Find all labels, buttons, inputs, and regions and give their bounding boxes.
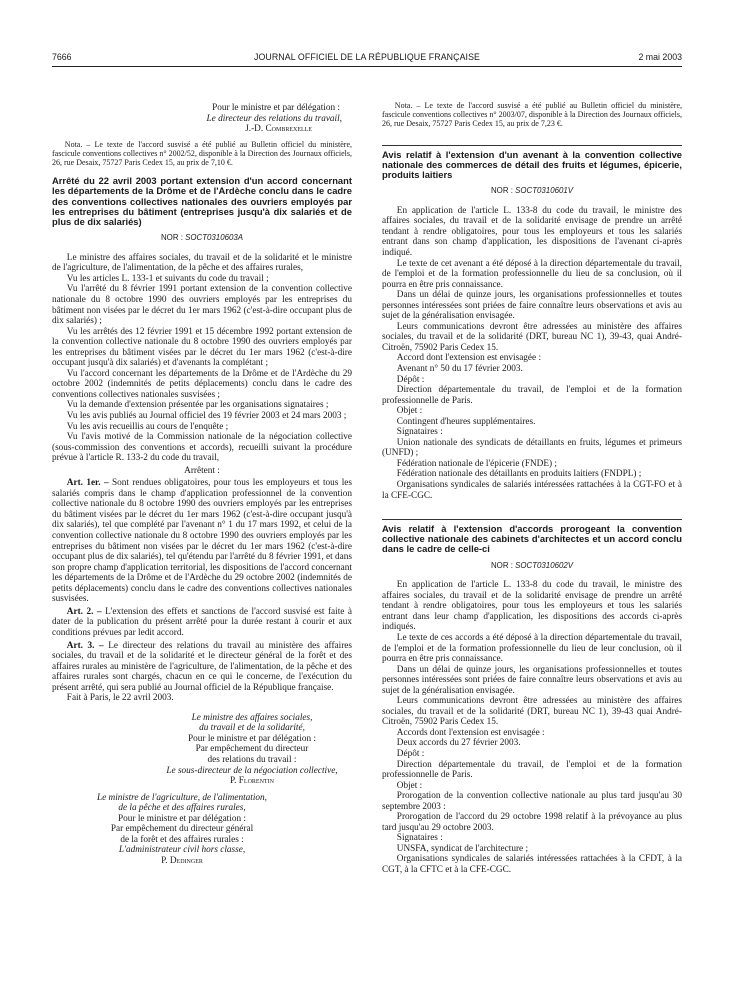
avis-2-body: En application de l'article L. 133-8 du code du travail, le ministre des affaires sociales, du travail et de la solidarité envisage de prendre un arrêté tendant à rendre obligatoires, pour tous les employeurs et tous les salariés entrant dans leur champ d'application, les dispositions des accords ci-après indiqués. Le texte de ces accords a été déposé à la direction départementale du travail, de l'emploi et de la formation professionnelle du lieu de leur conclusion, où il pourra en être pris connaissance. Dans un délai de quinze jours, les organisations professionnelles et toutes personnes intéressées sont priées de faire connaître leurs observations et avis au sujet de la généralisation envisagée. Leurs communications devront être adressées au ministère des affaires sociales, du travail et de la solidarité (DRT, bureau NC 1), 39-43 quai André-Citroën, 75902 Paris Cedex 15. Accords dont l'extension est envisagée : Deux accords du 27 février 2003. Dépôt : Direction départementale du travail, de l'emploi et de la formation professionnelle de Paris. Objet : Prorogation de la convention collective nationale au plus tard jusqu'au 30 septembre 2003 : Prorogation de l'accord du 29 octobre 1998 relatif à la prévoyance au plus tard jusqu'au 29 octobre 2003. Signataires : UNSFA, syndicat de l'architecture ; Organisations syndicales de salariés intéressées rattachées à la CFDT, à la CGT, à la CFTC et à la CFE-CGC. bbox=[382, 580, 682, 875]
paragraph: Le ministre des affaires sociales, du travail et de la solidarité et le ministre de l'agriculture, de l'alimentation, de la pêche et des affaires rurales, bbox=[52, 252, 352, 274]
signature-block-2: Le ministre de l'agriculture, de l'alimentation, de la pêche et des affaires rurales, Pour le ministre et par délégation : Par empêchement du directeur général de la forêt et des affaires rurales : L'administrateur civil hors classe, P. Dedinger bbox=[96, 792, 267, 866]
signature-block-1: Le ministre des affaires sociales, du travail et de la solidarité, Pour le ministre et par délégation : Par empêchement du directeur des relations du travail : Le sous-directeur de la négociation collective, P. Florentin bbox=[166, 712, 338, 787]
avis-2-title: Avis relatif à l'extension d'accords prorogeant la convention collective nationale des cabinets d'architectes et un accord conclu dans le cadre de celle-ci bbox=[382, 523, 682, 555]
header-rule bbox=[52, 66, 682, 67]
arretent-heading: Arrêtent : bbox=[184, 465, 220, 476]
avis-1-title: Avis relatif à l'extension d'un avenant à la convention collective nationale des commerces de détail des fruits et légumes, épicerie, produits laitiers bbox=[382, 148, 682, 181]
paragraph: Vu les arrêtés des 12 février 1991 et 15 décembre 1992 portant extension de la convention collective nationale du 8 octobre 1990 des ouvriers employés par les entreprises du bâtiment visées par le décret du 1er mars 1962 (c'est-à-dire occupant jusqu'à dix salariés) et d'avenants la complétant ; bbox=[52, 326, 352, 369]
arrete-title: Arrêté du 22 avril 2003 portant extension d'un accord concernant les départements de la Drôme et de l'Ardèche conclu dans le cadre des conventions collectives nationales des ouvriers employés par les entreprises du bâtiment (entreprises jusqu'à dix salariés et de plus de dix salariés) bbox=[52, 175, 352, 228]
paragraph: Vu les avis recueillis au cours de l'enquête ; bbox=[66, 421, 229, 432]
nor-reference: NOR : SOCT0310601V bbox=[490, 186, 574, 196]
visa-paragraphs bbox=[52, 253, 352, 464]
page-header bbox=[52, 52, 682, 66]
journal-title: JOURNAL OFFICIEL DE LA RÉPUBLIQUE FRANÇAISE bbox=[253, 52, 481, 62]
article-2: Art. 2. – L'extension des effets et sanctions de l'accord susvisé est faite à dater de la publication du présent arrêté pour la durée restant à courir et aux conditions prévues par ledit accord. bbox=[52, 606, 353, 638]
paragraph: Vu l'avis motivé de la Commission nationale de la négociation collective (sous-commission des conventions et accords), recueilli suivant la procédure prévue à l'article R. 133-2 du code du travail, bbox=[52, 432, 352, 464]
paragraph: Vu les avis publiés au Journal officiel des 19 février 2003 et 24 mars 2003 ; bbox=[66, 411, 347, 422]
preceding-signature: Pour le ministre et par délégation : Le directeur des relations du travail, J.-D. Combrexelle bbox=[206, 103, 342, 135]
nota-note: Nota. – Le texte de l'accord susvisé a été publié au Bulletin officiel du ministère, fascicule conventions collectives n° 2003/07, disponible à la Direction des Journaux officiels, 26, rue Desaix, 75727 Paris Cedex 15, au prix de 7,23 €. bbox=[382, 101, 682, 129]
article-1: Art. 1er. – Sont rendues obligatoires, pour tous les employeurs et tous les salariés compris dans le champ d'application professionnel de la convention collective nationale du 8 octobre 1990 des ouvriers employés par les entreprises du bâtiment visées par le décret du 1er mars 1962 (c'est-à-dire occupant jusqu'à dix salariés), tel que complété par l'avenant n° 1 du 17 mars 1992, et celui de la convention collective nationale du 8 octobre 1990 des ouvriers employés par les entreprises du bâtiment non visées par le décret du 1er mars 1962 (c'est-à-dire occupant plus de dix salariés), tel qu'étendu par l'arrêté du 8 février 1991, et dans son propre champ d'application territorial, les dispositions de l'accord concernant les départements de la Drôme et de l'Ardèche du 29 octobre 2002 (indemnités de petits déplacements) conclu dans le cadre des conventions collectives nationales susvisées. bbox=[52, 478, 353, 605]
issue-date: 2 mai 2003 bbox=[638, 52, 682, 62]
nor-reference: NOR : SOCT0310602V bbox=[490, 560, 574, 570]
nor-reference: NOR : SOCT0310603A bbox=[160, 233, 244, 243]
left-column bbox=[52, 103, 352, 866]
page-number: 7666 bbox=[52, 52, 72, 62]
right-column bbox=[382, 101, 682, 876]
paragraph: Vu l'accord concernant les départements de la Drôme et de l'Ardèche du 29 octobre 2002 (indemnités de petits déplacements) conclu dans le cadre des conventions collectives nationales susvisées ; bbox=[52, 368, 352, 400]
avis-1-body: En application de l'article L. 133-8 du code du travail, le ministre des affaires sociales, du travail et de la solidarité envisage de prendre un arrêté tendant à rendre obligatoires, pour tous les employeurs et tous les salariés entrant dans son champ d'application, les dispositions de l'avenant ci-après indiqué. Le texte de cet avenant a été déposé à la direction départementale du travail, de l'emploi et de la formation professionnelle du lieu de sa conclusion, où il pourra en être pris connaissance. Dans un délai de quinze jours, les organisations professionnelles et toutes personnes intéressées sont priées de faire connaître leurs observations et avis au sujet de la généralisation envisagée. Leurs communications devront être adressées au ministère des affaires sociales, du travail et de la solidarité (DRT, bureau NC 1), 39-43, quai André-Citroën, 75902 Paris Cedex 15. Accord dont l'extension est envisagée : Avenant n° 50 du 17 février 2003. Dépôt : Direction départementale du travail, de l'emploi et de la formation professionnelle de Paris. Objet : Contingent d'heures supplémentaires. Signataires : Union nationale des syndicats de détaillants en fruits, légumes et primeurs (UNFD) ; Fédération nationale de l'épicerie (FNDE) ; Fédération nationale des détaillants en produits laitiers (FNDPL) ; Organisations syndicales de salariés intéressées rattachées à la CGT-FO et à la CFE-CGC. bbox=[382, 205, 682, 501]
article-3: Art. 3. – Le directeur des relations du travail au ministère des affaires sociales, du travail et de la solidarité et le directeur général de la forêt et des affaires rurales au ministère de l'agriculture, de l'alimentation, de la pêche et des affaires rurales sont chargés, chacun en ce qui le concerne, de l'exécution du présent arrêté, qui sera publié au Journal officiel de la République française. bbox=[52, 640, 352, 693]
paragraph: Vu l'arrêté du 8 février 1991 portant extension de la convention collective nationale du 8 octobre 1990 des ouvriers employés par les entreprises du bâtiment non visées par le décret du 1er mars 1962 (c'est-à-dire occupant plus de dix salariés) ; bbox=[52, 284, 352, 327]
paragraph: Vu la demande d'extension présentée par les organisations signataires ; bbox=[66, 400, 329, 411]
section-divider bbox=[382, 145, 682, 146]
section-divider bbox=[382, 519, 682, 520]
nota-note: Nota. – Le texte de l'accord susvisé a été publié au Bulletin officiel du ministère, fascicule conventions collectives n° 2002/52, disponible à la Direction des Journaux officiels, 26, rue Desaix, 75727 Paris Cedex 15, au prix de 7,10 €. bbox=[52, 139, 352, 168]
paragraph: Vu les articles L. 133-1 et suivants du code du travail ; bbox=[66, 273, 269, 284]
fait-a-paris: Fait à Paris, le 22 avril 2003. bbox=[66, 693, 174, 704]
